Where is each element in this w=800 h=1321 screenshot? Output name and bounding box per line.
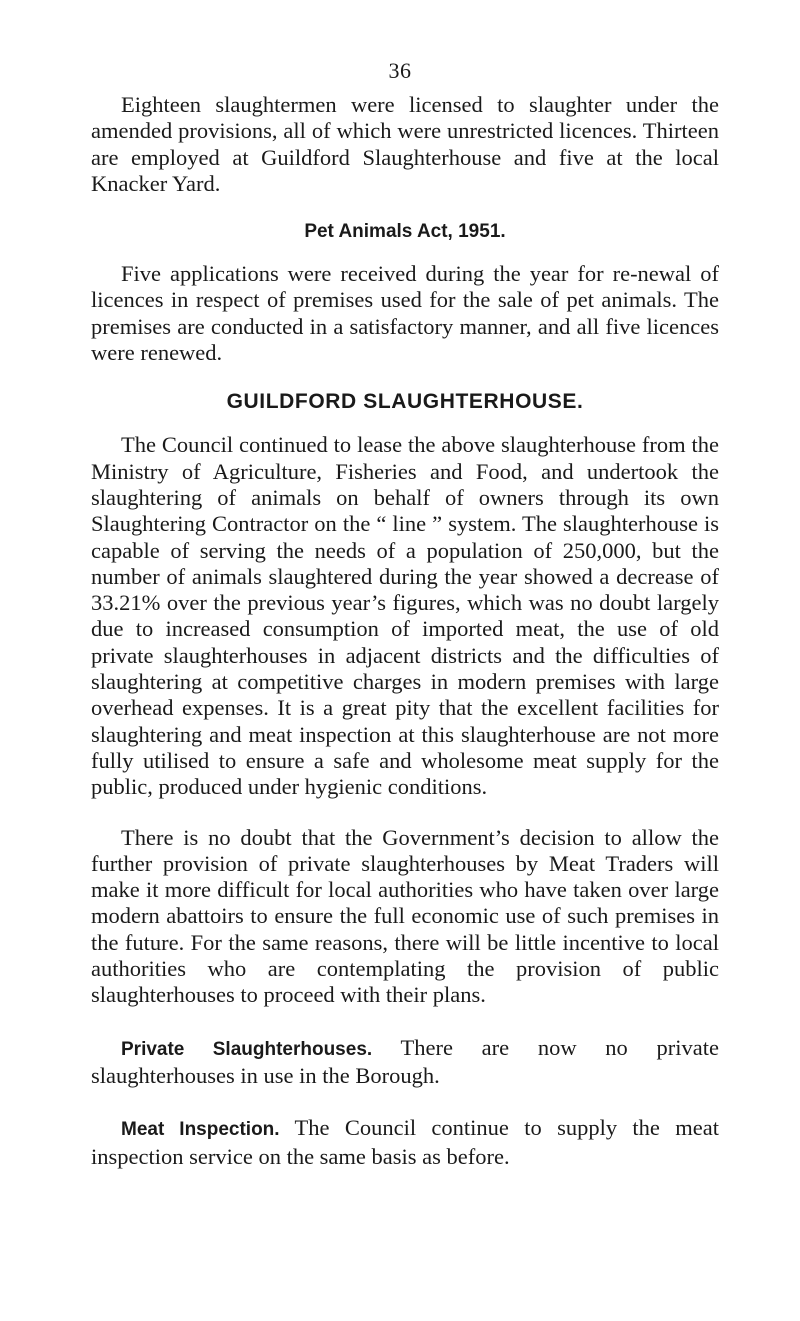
private-slaughterhouses-paragraph (91, 1035, 719, 1090)
private-slaughterhouses-text: There are now no private slaughterhouses in use in the Borough. (91, 1034, 719, 1088)
meat-inspection-paragraph (91, 1115, 719, 1170)
slaughterhouse-heading: GUILDFORD SLAUGHTERHOUSE. (226, 390, 584, 414)
meat-inspection-label: Meat Inspection. (121, 1119, 280, 1141)
slaughtermen-paragraph: Eighteen slaughtermen were licensed to slaughter under the amended provisions, all of which were unrestricted licences. Thirteen are employed at Guildford Slaughterhouse and five at the local Knacker Yard. (91, 92, 719, 196)
page-content (91, 92, 719, 1170)
meat-inspection-text: The Council continue to supply the meat inspection service on the same basis as before. (91, 1115, 719, 1169)
pet-animals-paragraph: Five applications were received during the year for re-newal of licences in respect of premises used for the sale of pet animals. The premises are conducted in a satisfactory manner, and all five licences were renewed. (91, 261, 719, 366)
slaughterhouse-paragraph-1: The Council continued to lease the above slaughterhouse from the Ministry of Agriculture, Fisheries and Food, and undertook the slaughtering of animals on behalf of owners through its own Slaughtering Contractor on the “ line ” system. The slaughterhouse is capable of serving the needs of a population of 250,000, but the number of animals slaughtered during the year showed a decrease of 33.21% over the previous year’s figures, which was no doubt largely due to increased consumption of imported meat, the use of old private slaughterhouses in adjacent districts and the difficulties of slaughtering at competitive charges in modern premises with large overhead expenses. It is a great pity that the excellent facilities for slaughtering and meat inspection at this slaughterhouse are not more fully utilised to ensure a safe and wholesome meat supply for the public, produced under hygienic conditions. (91, 432, 719, 800)
private-slaughterhouses-label: Private Slaughterhouses. (121, 1038, 373, 1060)
pet-animals-heading: Pet Animals Act, 1951. (304, 221, 506, 243)
page-number: 36 (388, 58, 412, 83)
slaughterhouse-paragraph-2: There is no doubt that the Government’s decision to allow the further provision of private slaughterhouses by Meat Traders will make it more difficult for local authorities who have taken over large modern abattoirs to ensure the full economic use of such premises in the future. For the same reasons, there will be little incentive to local authorities who are contemplating the provision of public slaughterhouses to proceed with their plans. (91, 824, 719, 1008)
